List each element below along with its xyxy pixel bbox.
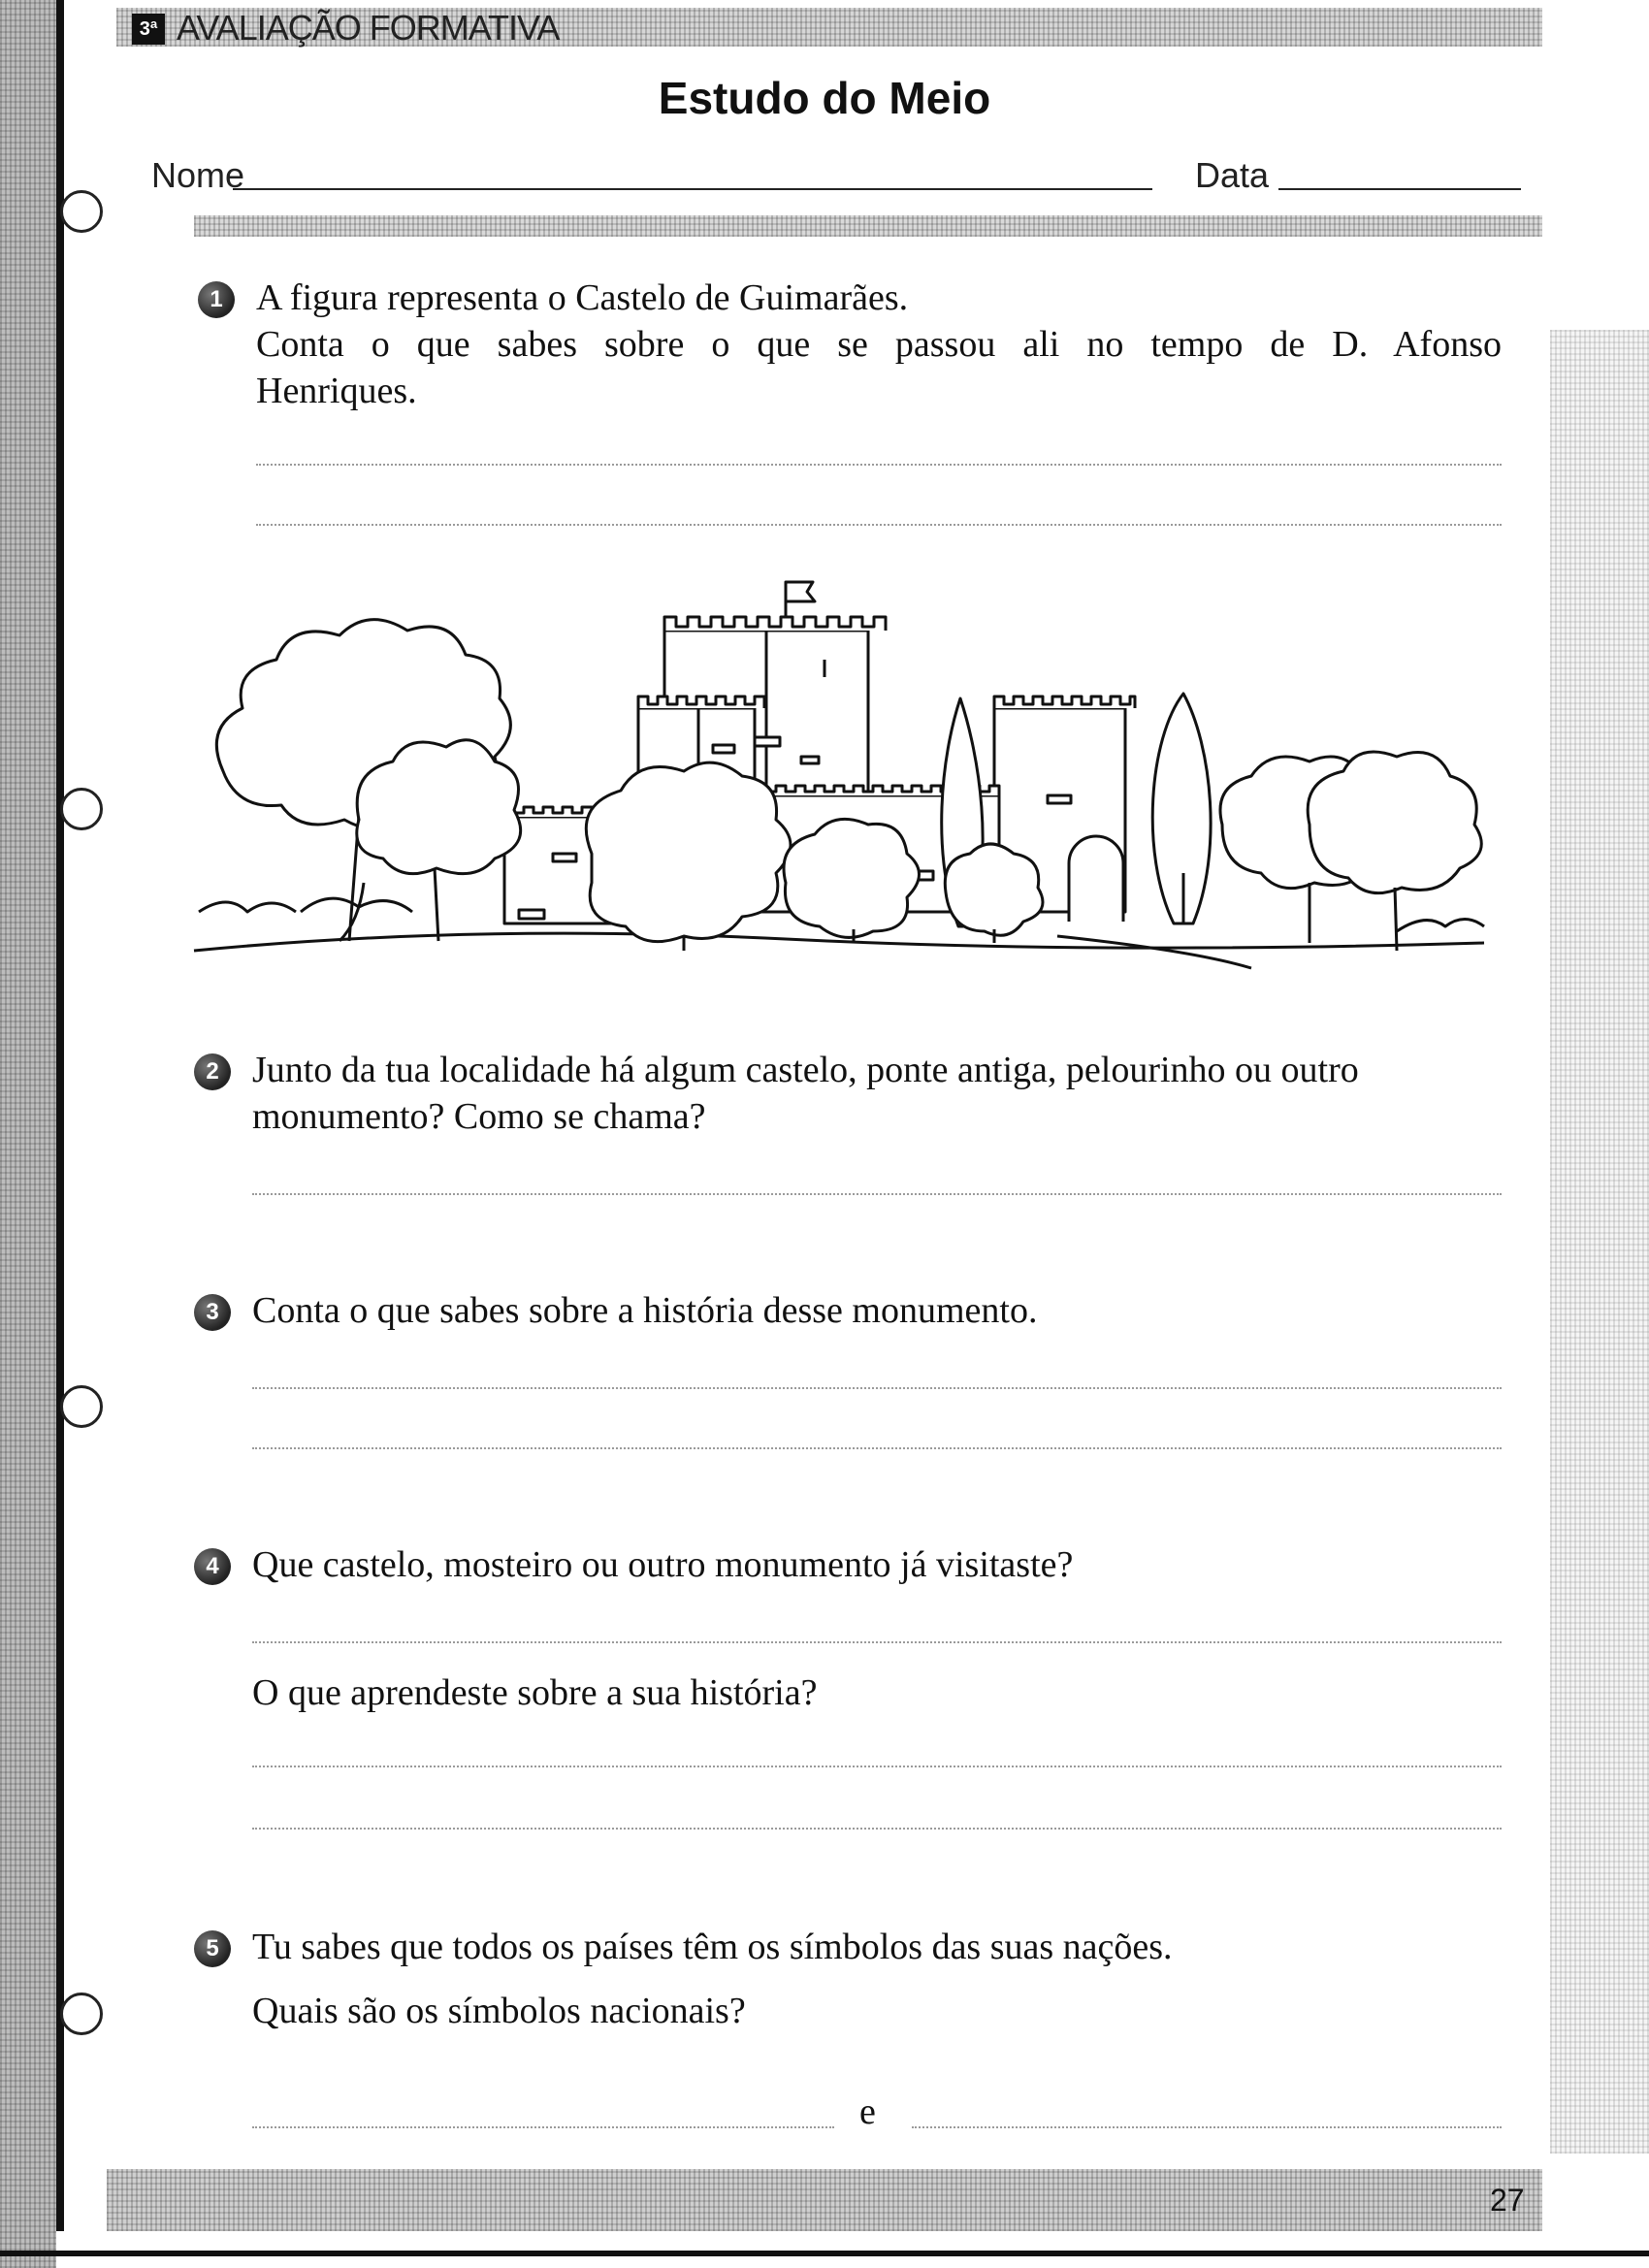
punch-hole: [60, 788, 103, 830]
castle-illustration: [184, 563, 1513, 980]
answer-line[interactable]: [252, 2126, 834, 2128]
answer-line[interactable]: [256, 464, 1502, 466]
page-title: Estudo do Meio: [658, 73, 991, 123]
footer-band: [107, 2169, 1542, 2231]
question-1-line-1: A figura representa o Castelo de Guimarães.: [256, 277, 909, 318]
answer-line[interactable]: [912, 2126, 1502, 2128]
date-label: Data: [1195, 155, 1270, 195]
punch-hole: [60, 190, 103, 233]
binder-edge-line: [56, 0, 64, 2231]
binder-edge: [0, 0, 56, 2268]
punch-hole: [60, 1385, 103, 1428]
answer-connector: e: [859, 2091, 876, 2132]
header-rule: [194, 215, 1542, 237]
section-badge: 3ª: [132, 14, 165, 45]
answer-line[interactable]: [252, 1828, 1502, 1830]
page-number: 27: [1490, 2183, 1525, 2218]
question-3-line-1: Conta o que sabes sobre a história desse monumento.: [252, 1290, 1038, 1331]
answer-line[interactable]: [252, 1641, 1502, 1643]
date-field[interactable]: [1278, 188, 1521, 190]
answer-line[interactable]: [252, 1387, 1502, 1389]
question-4-line-1: Que castelo, mosteiro ou outro monumento já visitaste?: [252, 1544, 1074, 1585]
question-1-line-2: Conta o que sabes sobre o que se passou ali no tempo de D. Afonso: [256, 324, 1502, 365]
bottom-edge: [0, 2251, 1649, 2256]
right-margin-texture: [1550, 330, 1649, 2154]
question-2-line-2: monumento? Como se chama?: [252, 1096, 706, 1137]
name-field[interactable]: [233, 188, 1152, 190]
question-2-line-1: Junto da tua localidade há algum castelo, ponte antiga, pelourinho ou outro: [252, 1050, 1359, 1090]
question-1-line-3: Henriques.: [256, 371, 417, 411]
question-number-2: 2: [194, 1053, 231, 1090]
question-5-line-2: Quais são os símbolos nacionais?: [252, 1991, 746, 2031]
answer-line[interactable]: [256, 524, 1502, 526]
question-5-line-1: Tu sabes que todos os países têm os símbolos das suas nações.: [252, 1927, 1173, 1967]
question-number-1: 1: [198, 281, 235, 318]
question-4-subquestion: O que aprendeste sobre a sua história?: [252, 1672, 818, 1713]
answer-line[interactable]: [252, 1193, 1502, 1195]
punch-hole: [60, 1993, 103, 2035]
name-label: Nome: [151, 155, 245, 195]
answer-line[interactable]: [252, 1447, 1502, 1449]
answer-line[interactable]: [252, 1766, 1502, 1767]
question-number-4: 4: [194, 1548, 231, 1585]
question-number-5: 5: [194, 1930, 231, 1967]
question-number-3: 3: [194, 1294, 231, 1331]
section-heading: AVALIAÇÃO FORMATIVA: [177, 8, 560, 48]
